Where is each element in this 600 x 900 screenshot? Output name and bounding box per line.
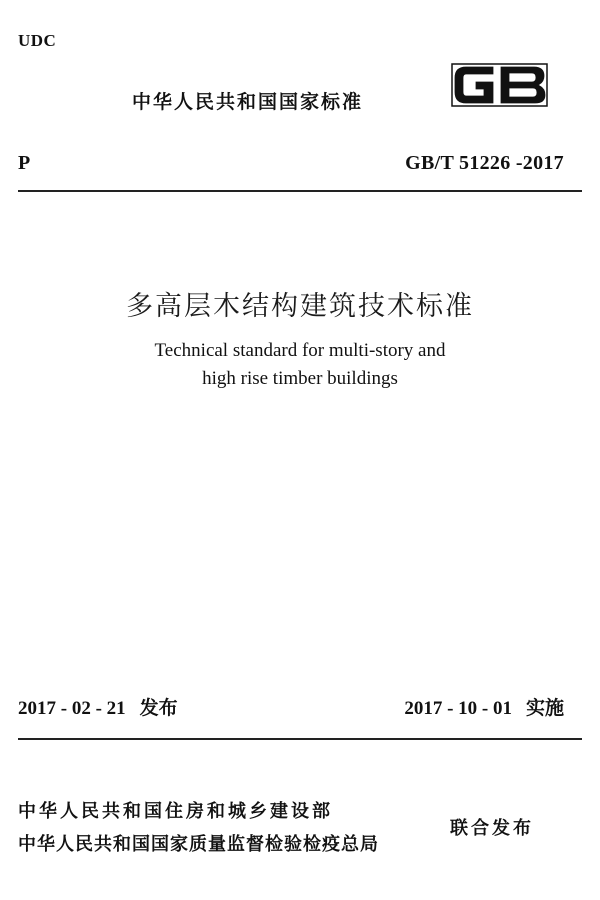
- issuer-quality-inspection: 中华人民共和国国家质量监督检验检疫总局: [18, 834, 379, 855]
- title-english-line1: Technical standard for multi-story and: [154, 340, 446, 361]
- gb-logo: [448, 59, 551, 111]
- national-standard-heading: 中华人民共和国国家标准: [132, 91, 364, 113]
- implementation-label: 实施: [525, 697, 564, 719]
- issue-label: 发布: [139, 697, 178, 719]
- issuer-ministry-housing: 中华人民共和国住房和城乡建设部: [18, 801, 333, 822]
- implementation-date: [404, 693, 564, 720]
- title-english-line2: high rise timber buildings: [202, 368, 398, 389]
- joint-issue-label: 联合发布: [450, 818, 534, 839]
- issue-date-value: 2017 - 02 - 21: [18, 698, 126, 719]
- title-chinese: 多高层木结构建筑技术标准: [126, 291, 474, 322]
- issue-date: [18, 693, 178, 720]
- classification-code: P: [18, 152, 31, 174]
- top-divider: [18, 190, 582, 192]
- implementation-date-value: 2017 - 10 - 01: [404, 698, 512, 719]
- bottom-divider: [18, 738, 582, 740]
- gb-logo-graphic: [448, 59, 551, 111]
- standard-number: GB/T 51226 -2017: [405, 152, 564, 174]
- udc-label: UDC: [18, 31, 57, 50]
